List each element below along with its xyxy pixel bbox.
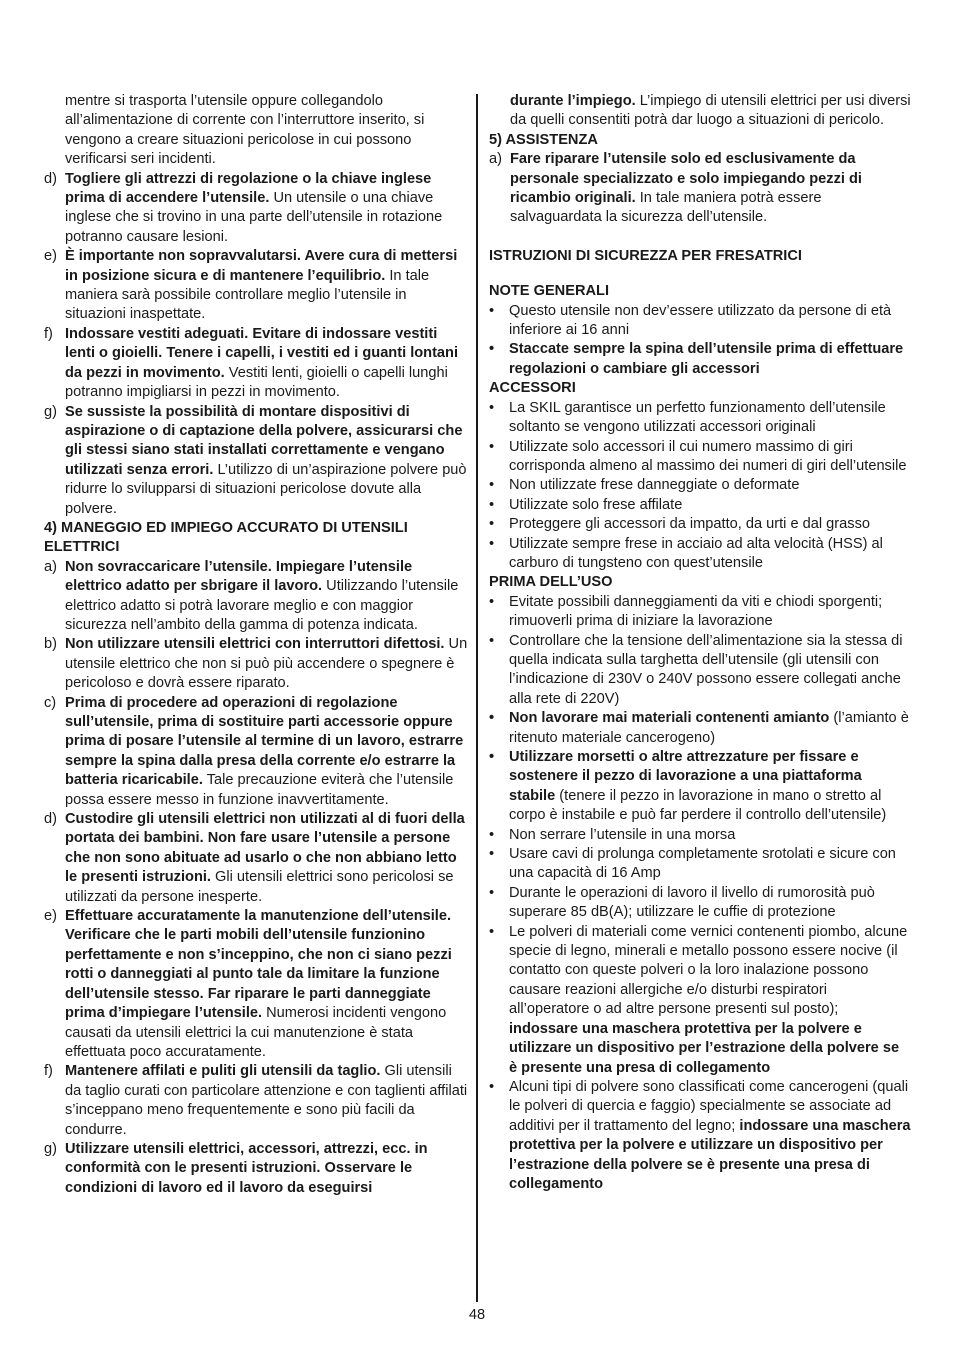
bullet-item: • Usare cavi di prolunga completamente srotolati e sicure con una capacità di 16 Amp	[489, 846, 896, 882]
bullet-item: • Evitate possibili danneggiamenti da viti e chiodi sporgenti; rimuoverli prima di iniziare la lavorazione	[489, 593, 883, 630]
section-heading: ACCESSORI	[489, 380, 576, 397]
document-title: ISTRUZIONI DI SICUREZZA PER FRESATRICI	[489, 247, 802, 264]
bullet-item: • Non serrare l’utensile in una morsa	[489, 826, 736, 843]
bullet-item: • Utilizzate solo frese affilate	[489, 496, 683, 513]
list-item: e) Effettuare accuratamente la manutenzione dell’utensile. Verificare che le parti mobili dell’utensile funzionino perfettamente e non s’inceppino, che non ci siano pezzi rotti o danneggiati al punto tale da limitare la funzione dell’utensile stesso. Far riparare le parti danneggiate prima d’impiegare l’utensile. Numerosi incidenti vengono causati da utensili elettrici la cui manutenzione è stata effettuata poco accuratamente.	[44, 908, 452, 1060]
page-number: 48	[468, 1307, 486, 1323]
bullet-item: • Alcuni tipi di polvere sono classificati come cancerogeni (quali le polveri di quercia e faggio) specialmente se associate ad additivi per il trattamento del legno; indossare una maschera protettiva per la polvere e utilizzare un dispositivo per l’estrazione della polvere se è presente una presa di collegamento	[489, 1078, 911, 1192]
bullet-item: • Non lavorare mai materiali contenenti amianto (l’amianto è ritenuto materiale cancerogeno)	[489, 710, 909, 746]
list-item: g) Se sussiste la possibilità di montare dispositivi di aspirazione o di captazione della polvere, assicurarsi che gli stessi siano stati installati correttamente e vengano utilizzati senza errori. L’utilizzo di un’aspirazione polvere può ridurre lo svilupparsi di situazioni pericolose dovute alla polvere.	[44, 403, 467, 517]
bullet-item: • Staccate sempre la spina dell’utensile prima di effettuare regolazioni o cambiare gli accessori	[489, 341, 904, 377]
bullet-item: • Controllare che la tensione dell’alimentazione sia la stessa di quella indicata sulla targhetta dell’utensile (gli utensili con l’indicazione di 230V o 240V possono essere collegati anche alla rete di 220V)	[489, 632, 903, 707]
list-item: c) Prima di procedere ad operazioni di regolazione sull’utensile, prima di sostituire parti accessorie oppure prima di posare l’utensile al termine di un lavoro, estrarre sempre la spina dalla presa della corrente e/o estrarre la batteria ricaricabile. Tale precauzione eviterà che l’utensile possa essere messo in funzione inavvertitamente.	[44, 694, 464, 808]
bullet-item: • Proteggere gli accessori da impatto, da urti e dal grasso	[489, 516, 870, 533]
list-item: f) Mantenere affilati e puliti gli utensili da taglio. Gli utensili da taglio curati con particolare attenzione e con taglienti affilati s’inceppano meno frequentemente e sono più facili da condurre.	[44, 1063, 468, 1138]
bullet-item: • Durante le operazioni di lavoro il livello di rumorosità può superare 85 dB(A); utilizzare le cuffie di protezione	[489, 884, 875, 921]
continued-paragraph: durante l’impiego. L’impiego di utensili elettrici per usi diversi da quelli consentiti potrà dar luogo a situazioni di pericolo.	[510, 93, 911, 129]
section-heading: 5) ASSISTENZA	[489, 131, 598, 148]
bullet-item: • Utilizzate sempre frese in acciaio ad alta velocità (HSS) al carburo di tungsteno con quest’utensile	[489, 535, 883, 571]
bullet-item: • Utilizzate solo accessori il cui numero massimo di giri corrisponda almeno al massimo dei numeri di giri dell’utensile	[489, 438, 907, 474]
bullet-item: • Utilizzare morsetti o altre attrezzature per fissare e sostenere il pezzo di lavorazione a una piattaforma stabile (tenere il pezzo in lavorazione in mano o stretto al corpo è instabile e può far perdere il controllo dell’utensile)	[489, 749, 887, 824]
list-item: a) Non sovraccaricare l’utensile. Impiegare l’utensile elettrico adatto per sbrigare il lavoro. Utilizzando l’utensile elettrico adatto si potrà lavorare meglio e con maggior sicurezza nell’ambito della gamma di potenza indicata.	[44, 558, 459, 633]
list-item: e) È importante non sopravvalutarsi. Avere cura di mettersi in posizione sicura e di mantenere l’equilibrio. In tale maniera sarà possibile controllare meglio l’utensile in situazioni inaspettate.	[44, 248, 458, 323]
section-heading: NOTE GENERALI	[489, 283, 609, 300]
right-column	[489, 92, 911, 1194]
left-column	[44, 92, 468, 1198]
bullet-item: • Non utilizzate frese danneggiate o deformate	[489, 477, 800, 494]
list-item: b) Non utilizzare utensili elettrici con interruttori difettosi. Un utensile elettrico che non si può più accendere o spegnere è pericoloso e dovrà essere riparato.	[44, 636, 468, 692]
list-item: a) Fare riparare l’utensile solo ed esclusivamente da personale specializzato e solo impiegando pezzi di ricambio originali. In tale maniera potrà essere salvaguardata la sicurezza dell’utensile.	[489, 151, 862, 226]
bullet-item: • La SKIL garantisce un perfetto funzionamento dell’utensile soltanto se vengono utilizzati accessori originali	[489, 399, 886, 436]
column-divider	[476, 94, 478, 1302]
intro-paragraph: mentre si trasporta l’utensile oppure collegandolo all’alimentazione di corrente con l’interruttore inserito, si vengono a creare situazioni pericolose in cui possono verificarsi seri incidenti.	[65, 93, 425, 168]
list-item: d) Custodire gli utensili elettrici non utilizzati al di fuori della portata dei bambini. Non fare usare l’utensile a persone che non sono abituate ad usarlo o che non abbiano letto le presenti istruzioni. Gli utensili elettrici sono pericolosi se utilizzati da persone inesperte.	[44, 811, 465, 905]
bullet-item: • Le polveri di materiali come vernici contenenti piombo, alcune specie di legno, minerali e metallo possono essere nocive (il contatto con queste polveri o la loro inalazione possono causare reazioni allergiche e/o disturbi respiratori all’operatore o ad altre persone presenti sul posto); indossare una maschera protettiva per la polvere e utilizzare un dispositivo per l’estrazione della polvere se è presente una presa di collegamento	[489, 923, 908, 1076]
section-heading: PRIMA DELL’USO	[489, 574, 613, 591]
section-heading: 4) MANEGGIO ED IMPIEGO ACCURATO DI UTENSILI ELETTRICI	[44, 519, 408, 556]
bullet-item: • Questo utensile non dev’essere utilizzato da persone di età inferiore ai 16 anni	[489, 302, 892, 339]
list-item: g) Utilizzare utensili elettrici, accessori, attrezzi, ecc. in conformità con le presenti istruzioni. Osservare le condizioni di lavoro ed il lavoro da eseguirsi	[44, 1140, 428, 1196]
list-item: d) Togliere gli attrezzi di regolazione o la chiave inglese prima di accendere l’utensile. Un utensile o una chiave inglese che si trovino in una parte dell’utensile in rotazione potranno causare lesioni.	[44, 170, 443, 245]
list-item: f) Indossare vestiti adeguati. Evitare di indossare vestiti lenti o gioielli. Tenere i capelli, i vestiti ed i guanti lontani da pezzi in movimento. Vestiti lenti, gioielli o capelli lunghi potranno impigliarsi in pezzi in movimento.	[44, 325, 459, 401]
